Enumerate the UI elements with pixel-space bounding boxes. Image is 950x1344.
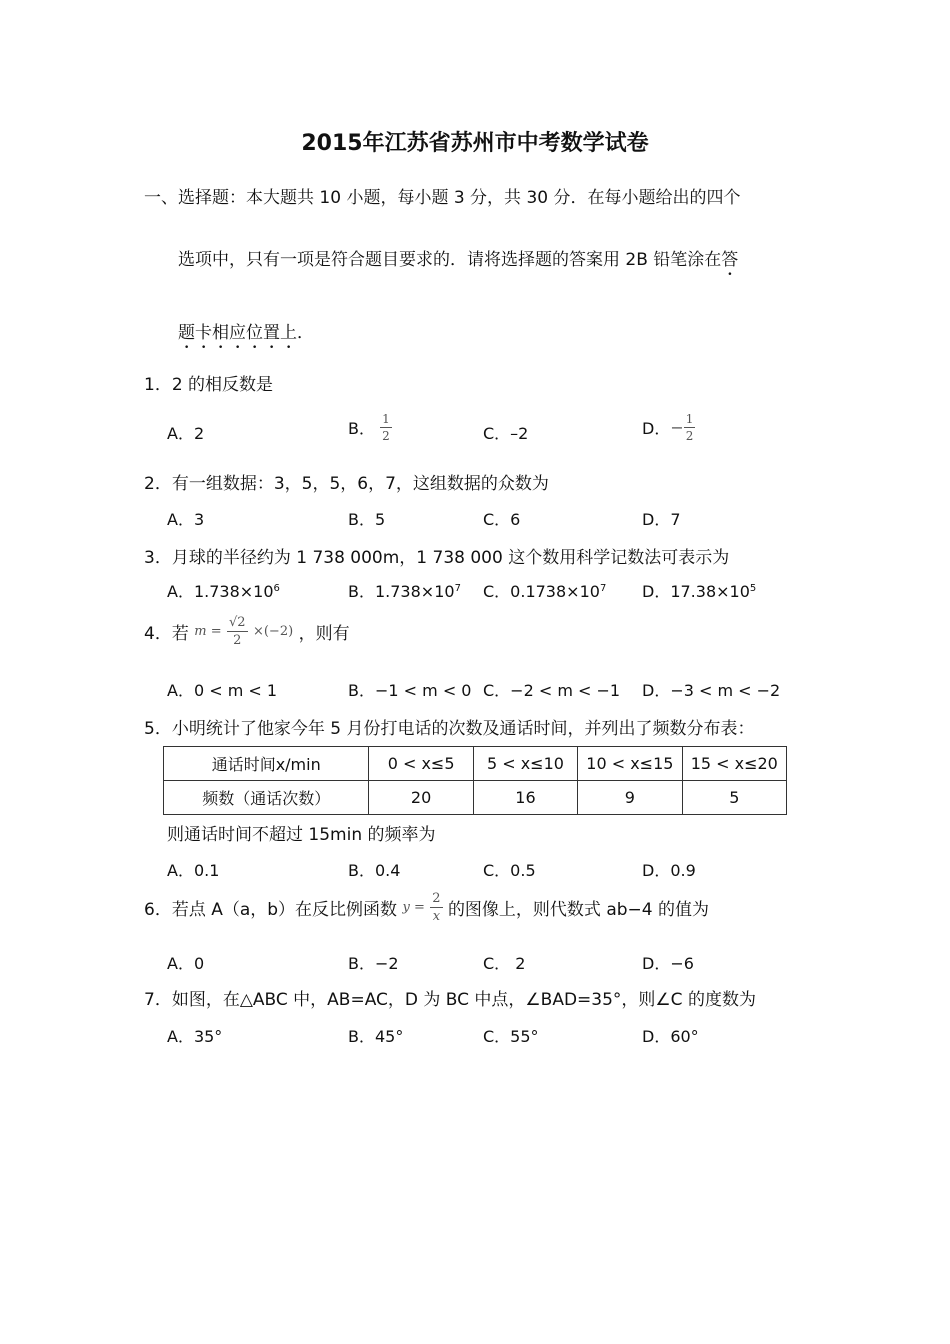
section-heading-line2 xyxy=(178,245,738,280)
q1-option-c: C．–2 xyxy=(483,424,529,443)
q3-d-base: D．17.38×10 xyxy=(642,582,750,601)
q5-option-c: C．0.5 xyxy=(483,861,536,880)
q3-option-b xyxy=(348,579,461,602)
section-heading-line1: 一、选择题：本大题共 10 小题，每小题 3 分，共 30 分．在每小题给出的四个 xyxy=(144,188,741,208)
q3-a-exponent: 6 xyxy=(273,583,280,594)
question-5: 5．小明统计了他家今年 5 月份打电话的次数及通话时间，并列出了频数分布表： xyxy=(144,719,755,739)
q3-d-exponent: 5 xyxy=(749,583,757,594)
q3-option-a xyxy=(167,579,280,602)
q5-option-a: A．0.1 xyxy=(167,861,220,880)
question-6 xyxy=(144,892,709,923)
q6-y-equals: y = xyxy=(402,900,425,915)
q4-m-equals: m = xyxy=(194,624,222,639)
q4-option-d: D．−3 < m < −2 xyxy=(642,681,781,700)
q3-option-c xyxy=(483,579,606,602)
q3-b-base: B．1.738×10 xyxy=(348,582,455,601)
section-line3-dotted: 题卡相应位置上 xyxy=(178,323,297,343)
q1-b-numerator: 1 xyxy=(382,412,390,426)
frequency-table xyxy=(163,746,787,815)
question-1: 1．2 的相反数是 xyxy=(144,375,274,395)
table-cell: 频数（通话次数） xyxy=(164,781,369,815)
table-cell: 通话时间x/min xyxy=(164,747,369,781)
q6-option-d: D．−6 xyxy=(642,954,694,973)
q1-option-d-fraction xyxy=(684,413,696,442)
page-title: 2015年江苏省苏州市中考数学试卷 xyxy=(301,131,649,156)
q4-prefix: 4．若 xyxy=(144,624,189,644)
q2-option-c: C．6 xyxy=(483,510,521,529)
table-header-row xyxy=(164,747,787,781)
q3-c-exponent: 7 xyxy=(599,583,607,594)
table-cell: 5 xyxy=(682,781,786,815)
question-7: 7．如图，在△ABC 中，AB=AC，D 为 BC 中点，∠BAD=35°，则∠C 的度数为 xyxy=(144,990,756,1010)
q6-fraction xyxy=(430,892,442,923)
q4-suffix: ，则有 xyxy=(298,624,350,644)
q5-followup: 则通话时间不超过 15min 的频率为 xyxy=(167,825,436,845)
question-3: 3．月球的半径约为 1 738 000m，1 738 000 这个数用科学记数法可表示为 xyxy=(144,548,730,568)
table-cell: 20 xyxy=(369,781,473,815)
q1-option-a: A．2 xyxy=(167,424,205,443)
q2-option-d: D．7 xyxy=(642,510,681,529)
section-line2-text: 选项中，只有一项是符合题目要求的．请将选择题的答案用 2B 铅笔涂在 xyxy=(178,250,722,270)
q7-option-a: A．35° xyxy=(167,1027,223,1046)
question-2: 2．有一组数据：3，5，5，6，7，这组数据的众数为 xyxy=(144,474,549,494)
q5-option-b: B．0.4 xyxy=(348,861,401,880)
section-line2-dotted: 答 xyxy=(721,250,739,270)
q1-b-denominator: 2 xyxy=(382,429,390,443)
q7-option-d: D．60° xyxy=(642,1027,699,1046)
q4-option-a: A．0 < m < 1 xyxy=(167,681,278,700)
table-cell: 10 < x≤15 xyxy=(578,747,682,781)
q6-prefix: 6．若点 A（a，b）在反比例函数 xyxy=(144,900,398,920)
section-line3-end: ． xyxy=(297,323,314,343)
q6-option-c: C． 2 xyxy=(483,954,526,973)
q1-option-b xyxy=(348,413,392,442)
table-row xyxy=(164,781,787,815)
q4-option-b: B．−1 < m < 0 xyxy=(348,681,472,700)
q6-denominator: x xyxy=(432,909,441,924)
q6-option-b: B．−2 xyxy=(348,954,399,973)
table-cell: 0 < x≤5 xyxy=(369,747,473,781)
q3-option-d xyxy=(642,579,756,602)
q1-option-b-label: B． xyxy=(348,419,375,438)
q7-option-b: B．45° xyxy=(348,1027,404,1046)
q4-times: ×(−2) xyxy=(252,624,294,639)
q4-fraction xyxy=(227,616,248,647)
table-cell: 5 < x≤10 xyxy=(473,747,577,781)
q6-numerator: 2 xyxy=(432,891,441,906)
q2-option-a: A．3 xyxy=(167,510,205,529)
table-cell: 16 xyxy=(473,781,577,815)
q1-option-b-fraction xyxy=(380,413,392,442)
table-cell: 15 < x≤20 xyxy=(682,747,786,781)
section-heading-line3 xyxy=(178,318,314,353)
q6-suffix: 的图像上，则代数式 ab−4 的值为 xyxy=(447,900,710,920)
q6-option-a: A．0 xyxy=(167,954,205,973)
q7-option-c: C．55° xyxy=(483,1027,539,1046)
table-cell: 9 xyxy=(578,781,682,815)
q4-denominator: 2 xyxy=(233,633,242,648)
q3-a-base: A．1.738×10 xyxy=(167,582,274,601)
q2-option-b: B．5 xyxy=(348,510,386,529)
q4-option-c: C．−2 < m < −1 xyxy=(483,681,621,700)
q1-d-sign: − xyxy=(670,418,684,437)
q4-numerator: √2 xyxy=(229,615,246,630)
q3-c-base: C．0.1738×10 xyxy=(483,582,600,601)
q1-option-d-label: D． xyxy=(642,419,671,438)
q1-option-d xyxy=(642,413,695,442)
question-4 xyxy=(144,616,350,647)
q1-d-denominator: 2 xyxy=(685,429,694,443)
q3-b-exponent: 7 xyxy=(454,583,461,594)
q1-d-numerator: 1 xyxy=(685,412,694,426)
q5-option-d: D．0.9 xyxy=(642,861,696,880)
